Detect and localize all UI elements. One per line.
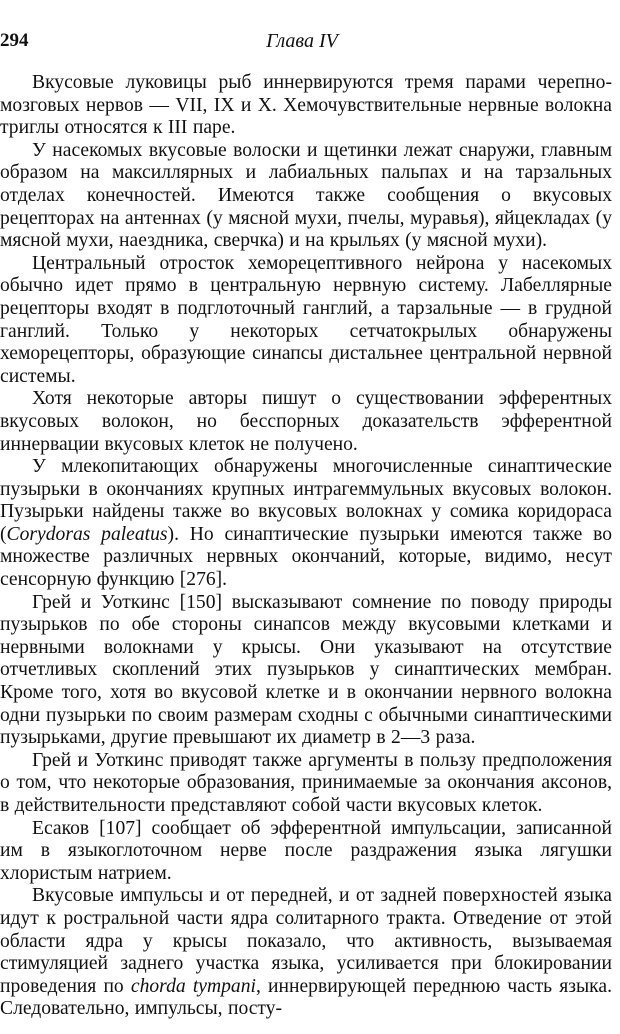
running-head [0,22,612,52]
paragraph-synaptic-vesicles-text-a: У млекопитающих обнаружены многочисленные синаптические пузырьки в окончаниях крупных интрагеммульных вкусовых волокон. Пузырьки найдены также во вкусовых волокнах у сомика коридораса ( [0,456,612,545]
chapter-title: Глава IV [266,30,338,52]
paragraph-synaptic-vesicles [0,456,612,592]
latin-nerve-name: chorda tympani [130,975,256,997]
paragraph-taste-impulses-text-b: , иннервирующей переднюю часть языка. Следовательно, импульсы, посту- [0,975,612,1020]
paragraph-insects-receptors: У насекомых вкусовые волоски и щетинки лежат снаружи, главным образом на максиллярных и лабиальных пальпах и на тарзальных отделах конечностей. Имеются также сообщения о вкусовых рецепторах на антеннах (у мясной мухи, пчелы, муравья), яйцекладах (у мясной мухи, наездника, сверчка) и на крыльях (у мясной мухи). [0,139,612,252]
paragraph-esakov: Есаков [107] сообщает об эфферентной импульсации, записанной им в языкоглоточном нерве после раздражения языка лягушки хлористым натрием. [0,817,612,884]
body-text [0,72,612,1021]
paragraph-gray-watkins-doubt: Грей и Уоткинс [150] высказывают сомнение по поводу природы пузырьков по обе стороны синапсов между вкусовыми клетками и нервными волокнами у крысы. Они указывают на отсутствие отчетливых скоплений этих пузырьков у синаптических мембран. Кроме того, хотя во вкусовой клетке и в окончании нервного волокна одни пузырьки по своим размерам сходны с обычными синаптическими пузырьками, другие превышают их диаметр в 2—3 раза. [0,591,612,749]
page-number: 294 [0,30,29,51]
paragraph-gray-watkins-arguments: Грей и Уоткинс приводят также аргументы в пользу предположения о том, что некоторые образования, принимаемые за окончания аксонов, в действительности представляют собой части вкусовых клеток. [0,749,612,816]
paragraph-taste-impulses-text-a: Вкусовые импульсы и от передней, и от задней поверхностей языка идут к ростральной части ядра солитарного тракта. Отведение от этой области ядра у крысы показало, что активность, вызываемая стимуляцией заднего участка языка, усиливается при блокировании проведения по [0,885,612,997]
paragraph-taste-impulses [0,885,612,1021]
latin-species-name: Corydoras paleatus [6,523,168,545]
paragraph-efferent-fibers: Хотя некоторые авторы пишут о существовании эфферентных вкусовых волокон, но бесспорных доказательств эфферентной иннервации вкусовых клеток не получено. [0,388,612,455]
paragraph-central-process: Центральный отросток хеморецептивного нейрона у насекомых обычно идет прямо в центральную нервную систему. Лабеллярные рецепторы входят в подглоточный ганглий, а тарзальные — в грудной ганглий. Только у некоторых сетчатокрылых обнаружены хеморецепторы, образующие синапсы дистальнее центральной нервной системы. [0,252,612,387]
paragraph-taste-buds-fish: Вкусовые луковицы рыб иннервируются тремя парами черепно-мозговых нервов — VII, IX и X. Хемочувствительные нервные волокна триглы относятся к III паре. [0,72,612,139]
paragraph-synaptic-vesicles-text-b: ). Но синаптические пузырьки имеются также во множестве различных нервных окончаний, которые, видимо, несут сенсорную функцию [276]. [0,523,612,591]
